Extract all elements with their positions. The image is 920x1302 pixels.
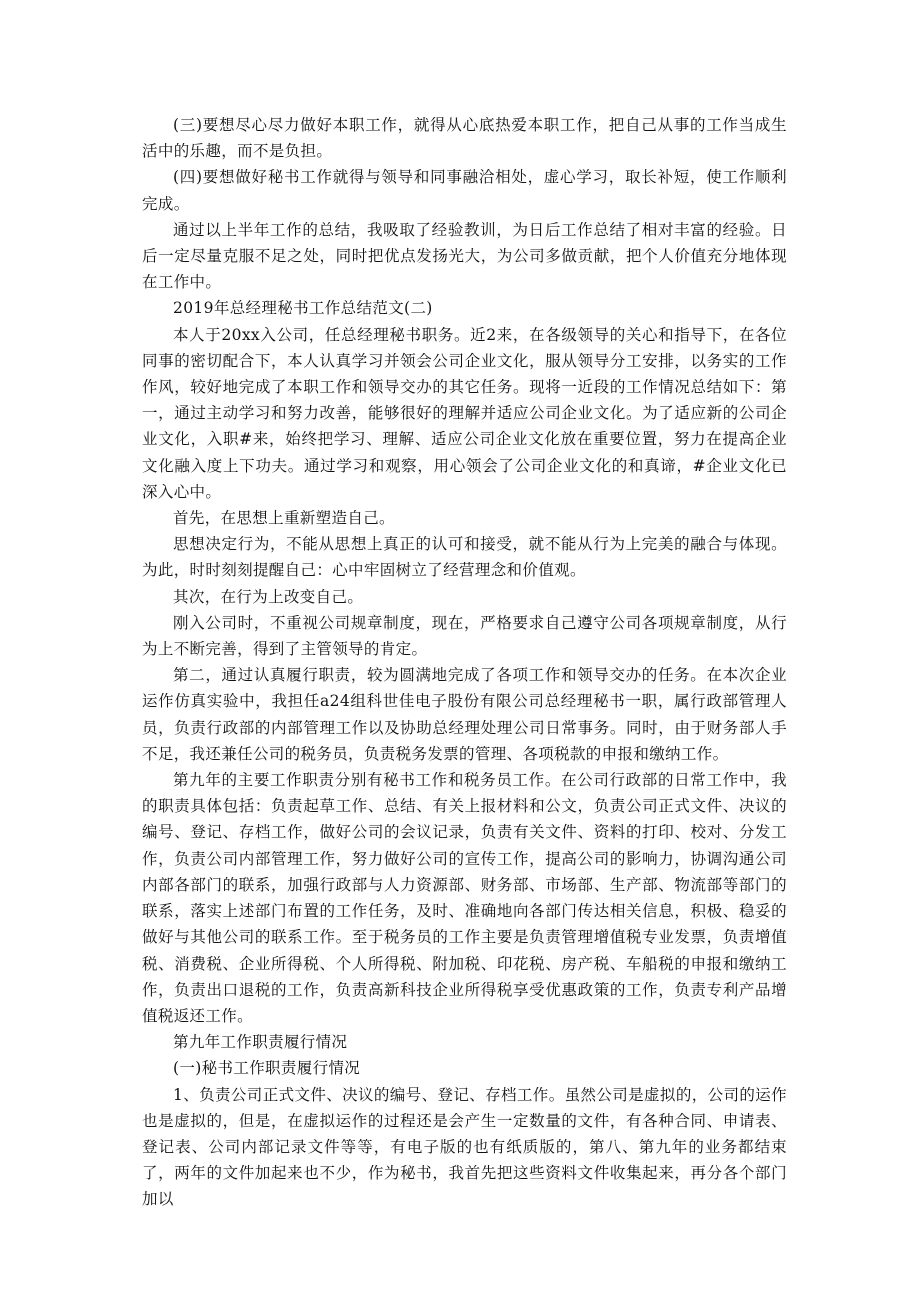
paragraph: (三)要想尽心尽力做好本职工作，就得从心底热爱本职工作，把自己从事的工作当成生活中的乐趣，而不是负担。 bbox=[142, 116, 787, 161]
paragraph: 第二，通过认真履行职责，较为圆满地完成了各项工作和领导交办的任务。在本次企业运作仿真实验中，我担任a24组科世佳电子股份有限公司总经理秘书一职，属行政部管理人员，负责行政部的内部管理工作以及协助总经理处理公司日常事务。同时，由于财务部人手不足，我还兼任公司的税务员，负责税务发票的管理、各项税款的申报和缴纳工作。 bbox=[142, 666, 787, 763]
paragraph: 第九年的主要工作职责分别有秘书工作和税务员工作。在公司行政部的日常工作中，我的职责具体包括：负责起草工作、总结、有关上报材料和公文，负责公司正式文件、决议的编号、登记、存档工作，做好公司的会议记录，负责有关文件、资料的打印、校对、分发工作，负责公司内部管理工作，努力做好公司的宣传工作，提高公司的影响力，协调沟通公司内部各部门的联系，加强行政部与人力资源部、财务部、市场部、生产部、物流部等部门的联系，落实上述部门布置的工作任务，及时、准确地向各部门传达相关信息，积极、稳妥的做好与其他公司的联系工作。至于税务员的工作主要是负责管理增值税专业发票，负责增值税、消费税、企业所得税、个人所得税、附加税、印花税、房产税、车船税的申报和缴纳工作，负责出口退税的工作，负责高新科技企业所得税享受优惠政策的工作，负责专利产品增值税返还工作。 bbox=[142, 771, 787, 1025]
paragraph: 本人于20xx入公司，任总经理秘书职务。近2来，在各级领导的关心和指导下，在各位同事的密切配合下，本人认真学习并领会公司企业文化，服从领导分工安排，以务实的工作作风，较好地完成了本职工作和领导交办的其它任务。现将一近段的工作情况总结如下：第一，通过主动学习和努力改善，能够很好的理解并适应公司企业文化。为了适应新的公司企业文化，入职#来，始终把学习、理解、适应公司企业文化放在重要位置，努力在提高企业文化融入度上下功夫。通过学习和观察，用心领会了公司企业文化的和真谛，#企业文化已深入心中。 bbox=[142, 325, 787, 501]
document-page bbox=[142, 112, 787, 1213]
paragraph: (四)要想做好秘书工作就得与领导和同事融洽相处，虚心学习，取长补短，使工作顺利完成。 bbox=[142, 168, 787, 213]
paragraph: 首先，在思想上重新塑造自己。 bbox=[173, 509, 395, 528]
paragraph: 刚入公司时，不重视公司规章制度，现在，严格要求自己遵守公司各项规章制度，从行为上不断完善，得到了主管领导的肯定。 bbox=[142, 613, 787, 659]
paragraph: 1、负责公司正式文件、决议的编号、登记、存档工作。虽然公司是虚拟的，公司的运作也是虚拟的，但是，在虚拟运作的过程还是会产生一定数量的文件，有各种合同、申请表、登记表、公司内部记录文件等等，有电子版的也有纸质版的，第八、第九年的业务都结束了，两年的文件加起来也不少，作为秘书，我首先把这些资料文件收集起来，再分各个部门加以 bbox=[142, 1085, 787, 1209]
paragraph: 通过以上半年工作的总结，我吸取了经验教训，为日后工作总结了相对丰富的经验。日后一定尽量克服不足之处，同时把优点发扬光大，为公司多做贡献，把个人价值充分地体现在工作中。 bbox=[142, 220, 787, 292]
paragraph: 思想决定行为，不能从思想上真正的认可和接受，就不能从行为上完美的融合与体现。为此，时时刻刻提醒自己：心中牢固树立了经营理念和价值观。 bbox=[142, 535, 787, 580]
paragraph: 其次，在行为上改变自己。 bbox=[173, 587, 364, 606]
section-heading: 第九年工作职责履行情况 bbox=[173, 1033, 348, 1052]
section-heading: 2019年总经理秘书工作总结范文(二) bbox=[173, 299, 433, 318]
subsection-heading: (一)秘书工作职责履行情况 bbox=[173, 1059, 361, 1078]
